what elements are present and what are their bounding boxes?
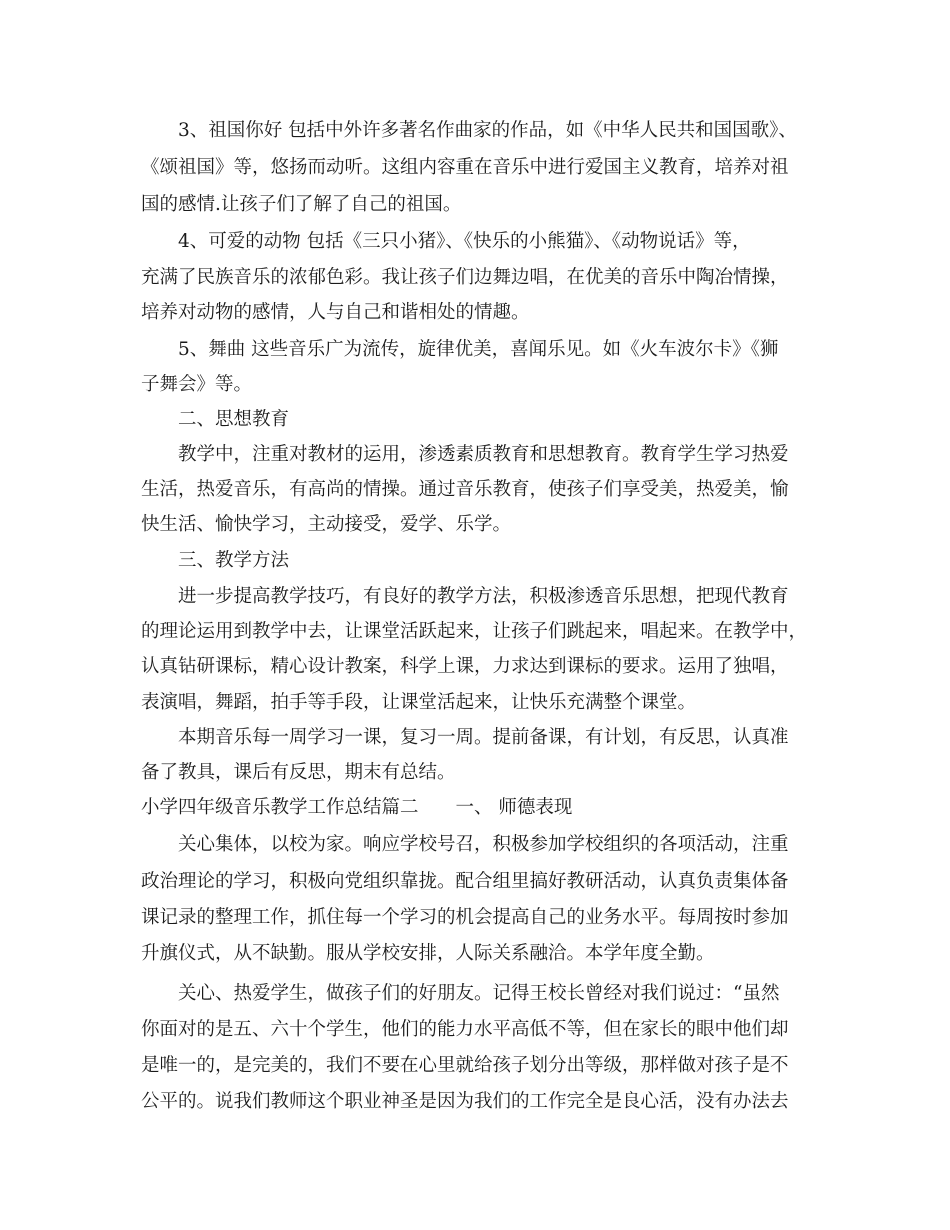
text-line: 升旗仪式，从不缺勤。服从学校安排，人际关系融洽。本学年度全勤。	[141, 943, 715, 964]
text-line: 关心集体，以校为家。响应学校号召，积极参加学校组织的各项活动，注重	[178, 834, 789, 855]
text-line: 认真钻研课标，精心设计教案，科学上课，力求达到课标的要求。运用了独唱，	[141, 656, 789, 677]
text-line: 政治理论的学习，积极向党组织靠拢。配合组里搞好教研活动，认真负责集体备	[141, 871, 789, 892]
text-line: 本期音乐每一周学习一课，复习一周。提前备课，有计划，有反思，认真准	[178, 727, 789, 748]
text-line: 《颂祖国》等，悠扬而动听。这组内容重在音乐中进行爱国主义教育，培养对祖	[141, 157, 789, 178]
text-line: 快生活、愉快学习，主动接受，爱学、乐学。	[141, 514, 512, 535]
text-line: 培养对动物的感情，人与自己和谐相处的情趣。	[141, 302, 530, 323]
section-heading: 三、教学方法	[178, 550, 290, 571]
text-line: 生活，热爱音乐，有高尚的情操。通过音乐教育，使孩子们享受美，热爱美，愉	[141, 479, 789, 500]
text-line: 的理论运用到教学中去，让课堂活跃起来，让孩子们跳起来，唱起来。在教学中，	[141, 621, 808, 642]
text-line: 表演唱，舞蹈，拍手等手段，让课堂活起来，让快乐充满整个课堂。	[141, 692, 697, 713]
text-line: 充满了民族音乐的浓郁色彩。我让孩子们边舞边唱，在优美的音乐中陶冶情操，	[141, 267, 789, 288]
text-line: 国的感情.让孩子们了解了自己的祖国。	[141, 194, 462, 215]
section-heading: 二、思想教育	[178, 409, 290, 430]
text-line: 是唯一的，是完美的，我们不要在心里就给孩子划分出等级，那样做对孩子是不	[141, 1055, 789, 1076]
text-line: 备了教具，课后有反思，期末有总结。	[141, 762, 456, 783]
text-line: 公平的。说我们教师这个职业神圣是因为我们的工作完全是良心活，没有办法去	[141, 1091, 789, 1112]
text-line: 进一步提高教学技巧，有良好的教学方法，积极渗透音乐思想，把现代教育	[178, 586, 789, 607]
text-line: 子舞会》等。	[141, 374, 253, 395]
text-line: 3、祖国你好 包括中外许多著名作曲家的作品，如《中华人民共和国国歌》、	[178, 120, 797, 141]
section-title: 小学四年级音乐教学工作总结篇二 一、 师德表现	[141, 797, 573, 818]
text-line: 4、可爱的动物 包括《三只小猪》、《快乐的小熊猫》、《动物说话》等，	[178, 231, 751, 252]
text-line: 你面对的是五、六十个学生，他们的能力水平高低不等，但在家长的眼中他们却	[141, 1019, 789, 1040]
text-line: 课记录的整理工作，抓住每一个学习的机会提高自己的业务水平。每周按时参加	[141, 907, 789, 928]
text-line: 教学中，注重对教材的运用，渗透素质教育和思想教育。教育学生学习热爱	[178, 444, 789, 465]
text-line: 关心、热爱学生，做孩子们的好朋友。记得王校长曾经对我们说过：“虽然	[178, 983, 780, 1004]
text-line: 5、舞曲 这些音乐广为流传，旋律优美，喜闻乐见。如《火车波尔卡》《狮	[178, 339, 779, 360]
